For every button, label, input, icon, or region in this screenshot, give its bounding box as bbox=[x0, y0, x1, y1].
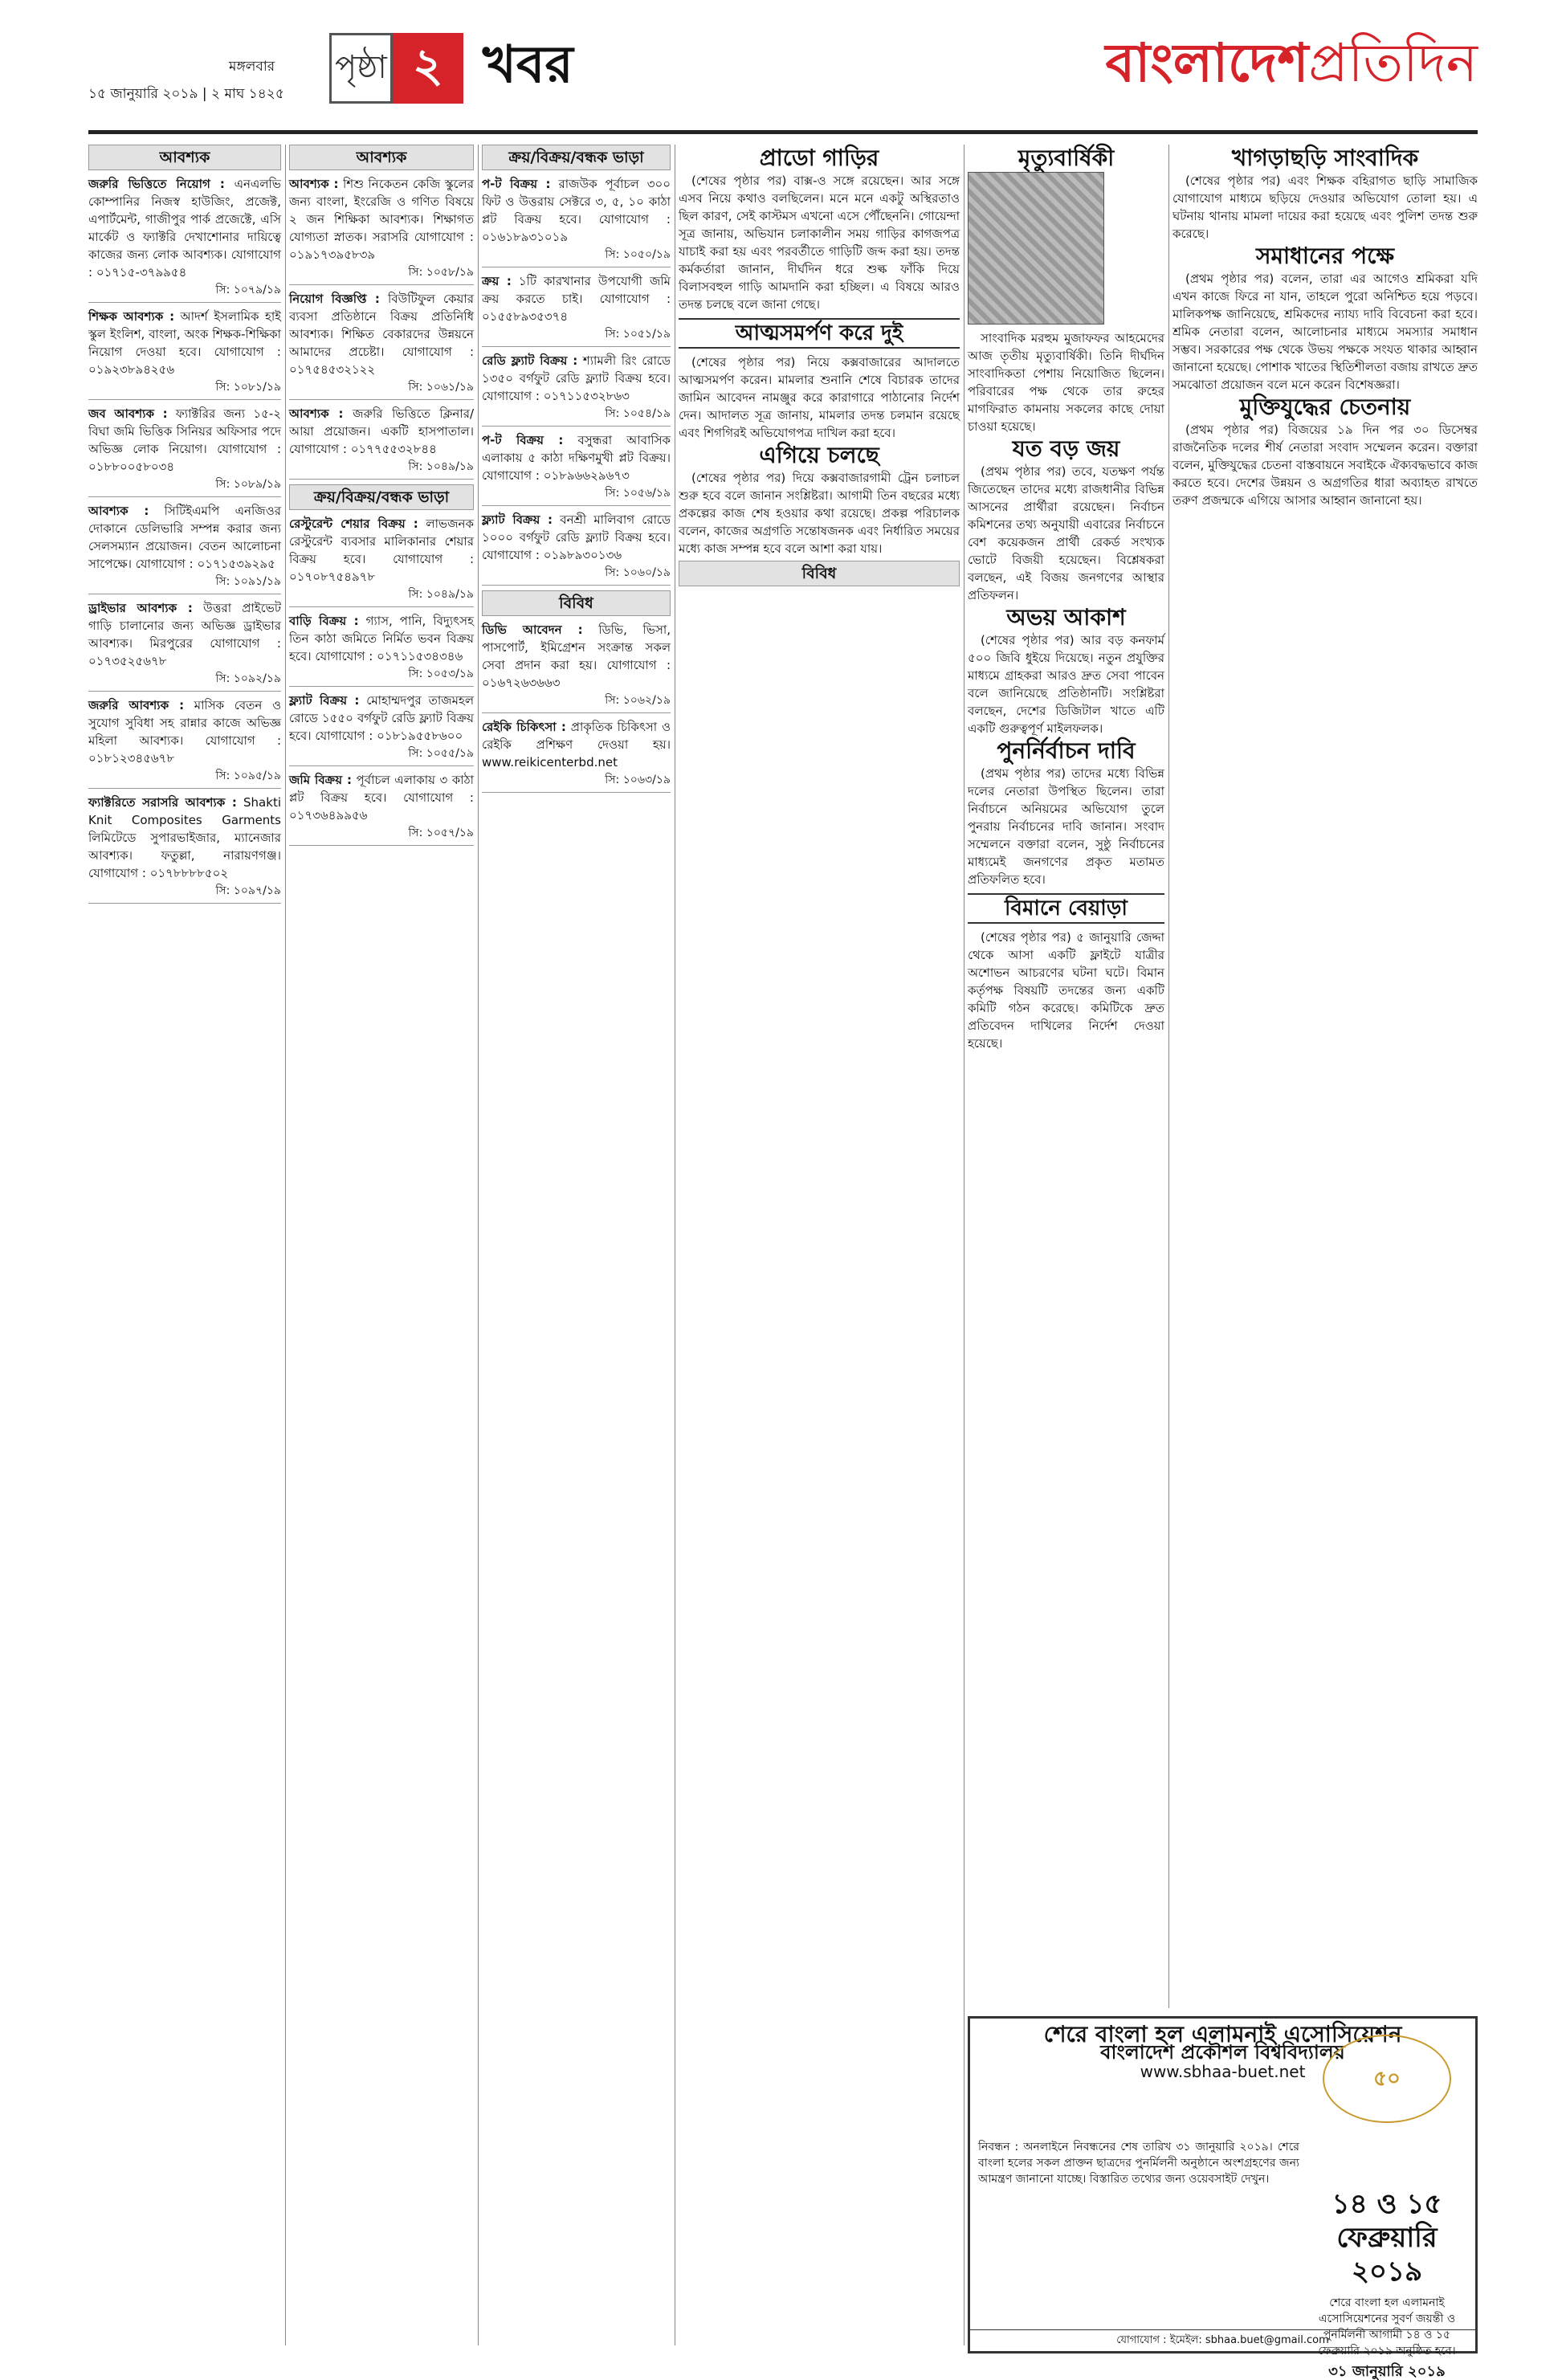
masthead-part2: প্রতিদিন bbox=[1308, 32, 1478, 94]
classified-ad bbox=[289, 175, 474, 285]
story-body: (প্রথম পৃষ্ঠার পর) বিজয়ের ১৯ দিন পর ৩০ ডিসেম্বর রাজনৈতিক দলের শীর্ষ নেতারা সংবাদ সম্মেলন করেন। বক্তারা বলেন, মুক্তিযুদ্ধের চেতনা বাস্তবায়নে সবাইকে ঐক্যবদ্ধভাবে কাজ করতে হবে। দেশের উন্নয়ন ও অগ্রগতির ধারা অব্যাহত রাখতে তরুণ প্রজন্মকে এগিয়ে আসার আহ্বান জানানো হয়। bbox=[1172, 423, 1478, 508]
classified-list bbox=[289, 515, 474, 846]
golden-jubilee-emblem-icon: ৫০ bbox=[1323, 2035, 1451, 2123]
classified-list bbox=[482, 175, 671, 586]
story-body: (প্রথম পৃষ্ঠার পর) বলেন, তারা এর আগেও শ্রমিকরা যদি এখন কাজে ফিরে না যান, তাহলে পুরো অনিশ্চিত হয়ে পড়বে। মালিকপক্ষ জানিয়েছে, শ্রমিকদের ন্যায্য দাবি বিবেচনা করা হবে। শ্রমিক নেতারা বলেন, আলোচনার মাধ্যমে সমস্যার সমাধান সম্ভব। সরকারের পক্ষ থেকে উভয় পক্ষকে সংযত থাকার আহ্বান জানানো হয়েছে। পোশাক খাতের স্থিতিশীলতা বজায় রাখতে দ্রুত সমঝোতা প্রয়োজন বলে মনে করেন বিশেষজ্ঞরা। bbox=[1172, 271, 1478, 392]
ad-deadline: ৩১ জানুয়ারি ২০১৯ bbox=[1328, 2363, 1446, 2380]
ad-text: গ্যাস, পানি, বিদ্যুৎসহ তিন কাঠা জমিতে নির্মিত ভবন বিক্রয় হবে। যোগাযোগ : ০১৭১১৫৩৪৩৪৬ bbox=[289, 614, 474, 663]
classified-ad bbox=[88, 405, 281, 497]
classified-list bbox=[289, 175, 474, 480]
ad-code: সি: ১০৫৬/১৯ bbox=[605, 487, 671, 500]
ad-text: শিশু নিকেতন কেজি স্কুলের জন্য বাংলা, ইংরেজি ও গণিত বিষয়ে ২ জন শিক্ষিকা আবশ্যক। শিক্ষাগত যোগ্যতা স্নাতক। সরাসরি যোগাযোগ : ০১৯১৭৩৯৫৮৩৯ bbox=[289, 177, 474, 262]
section-name: খবর bbox=[482, 35, 573, 95]
ad-heading: প-ট বিক্রয় : bbox=[482, 433, 564, 447]
ad-heading: ফ্ল্যাট বিক্রয় : bbox=[289, 693, 360, 708]
page-section bbox=[329, 8, 573, 129]
story-title: এগিয়ে চলছে bbox=[759, 442, 879, 468]
ad-heading: ফ্যাক্টরিতে সরাসরি আবশ্যক : bbox=[88, 795, 237, 810]
story-title: পুনর্নির্বাচন দাবি bbox=[997, 737, 1136, 764]
classified-ad bbox=[289, 771, 474, 846]
ad-text: ডিভি, ভিসা, পাসপোর্ট, ইমিগ্রেশন সংক্রান্ত সকল সেবা প্রদান করা হয়। যোগাযোগ : ০১৬৭২৬৩৬৬৩ bbox=[482, 623, 671, 690]
misc-heading: বিবিধ bbox=[679, 561, 960, 586]
ad-text: আদর্শ ইসলামিক হাই স্কুল ইংলিশ, বাংলা, অংক শিক্ষক-শিক্ষিকা নিয়োগ দেওয়া হবে। যোগাযোগ : ০১৯২৩৮৯৪২৫৬ bbox=[88, 309, 281, 377]
masthead-logo bbox=[1106, 22, 1478, 111]
ad-code: সি: ১০৫৪/১৯ bbox=[605, 407, 671, 420]
ad-text: বিউটিফুল কেয়ার ব্যবসা প্রতিষ্ঠানে বিক্রয় প্রতিনিধি আবশ্যক। শিক্ষিত বেকারদের উন্নয়নে আমাদের প্রচেষ্টা। যোগাযোগ : ০১৭৫৪৫৩২১২২ bbox=[289, 292, 474, 377]
ad-right-panel bbox=[1307, 2035, 1467, 2380]
ad-text: ফ্যাক্টরির জন্য ১৫-২ বিঘা জমি ভিত্তিক সিনিয়র অফিসার পদে অভিজ্ঞ লোক নিয়োগ। যোগাযোগ : ০১৮৮০০৫৮০৩৪ bbox=[88, 406, 281, 474]
classified-ad bbox=[88, 696, 281, 789]
story-body: (শেষের পৃষ্ঠার পর) আর বড় কনফার্ম ৫০০ জিবি ধুইয়ে দিয়েছে। নতুন প্রযুক্তির মাধ্যমে গ্রাহকরা আরও দ্রুত সেবা পাবেন বলে জানিয়েছে প্রতিষ্ঠানটি। সংশ্লিষ্টরা বলছেন, দেশের ডিজিটাল খাতে এটি একটি গুরুত্বপূর্ণ মাইলফলক। bbox=[968, 633, 1164, 736]
classified-ad bbox=[482, 272, 671, 347]
classified-column-3 bbox=[482, 145, 671, 2345]
ad-text: প্রাকৃতিক চিকিৎসা ও রেইকি প্রশিক্ষণ দেওয়া হয়। www.reikicenterbd.net bbox=[482, 720, 671, 770]
ad-heading: জরুরি আবশ্যক : bbox=[88, 698, 185, 712]
story-flight bbox=[968, 893, 1164, 1052]
classified-ad bbox=[88, 175, 281, 303]
masthead-part1: বাংলাদেশ bbox=[1105, 31, 1309, 94]
ad-text: শ্যামলী রিং রোডে ১৩৫০ বর্গফুট রেডি ফ্ল্যাট বিক্রয় হবে। যোগাযোগ : ০১৭১১৫৩২৮৬৩ bbox=[482, 353, 671, 403]
ad-text: বনশ্রী মালিবাগ রোডে ১০০০ বর্গফুট রেডি ফ্ল্যাট বিক্রয় হবে। যোগাযোগ : ০১৯৮৯৩০১৩৬ bbox=[482, 512, 671, 562]
story-anniversary bbox=[968, 145, 1164, 435]
ad-text: জরুরি ভিত্তিতে ক্লিনার/আয়া প্রয়োজন। একটি হাসপাতাল। যোগাযোগ : ০১৭৭৫৫৩২৮৪৪ bbox=[289, 406, 474, 456]
story-title: বিমানে বেয়াড়া bbox=[968, 893, 1164, 924]
ad-text: সিটিইএমপি এনজিওর দোকানে ডেলিভারি সম্পন্ন করার জন্য সেলসম্যান প্রয়োজন। বেতন আলোচনা সাপেক্ষে। যোগাযোগ : ০১৭১৫৩৯২৯৫ bbox=[88, 504, 281, 571]
classified-ad bbox=[88, 794, 281, 904]
story-body: (শেষের পৃষ্ঠার পর) নিয়ে কক্সবাজারের আদালতে আত্মসমর্পণ করেন। মামলার শুনানি শেষে বিচারক তাদের জামিন আবেদন নামঞ্জুর করে কারাগারে পাঠানোর নির্দেশ দেন। আদালত সূত্র জানায়, মামলার তদন্ত চলমান রয়েছে এবং শিগগিরই অভিযোগপত্র দাখিল করা হবে। bbox=[679, 355, 960, 440]
ad-heading: রেস্টুরেন্ট শেয়ার বিক্রয় : bbox=[289, 516, 418, 531]
ad-text: মাসিক বেতন ও সুযোগ সুবিধা সহ রান্নার কাজে অভিজ্ঞ মহিলা আবশ্যক। যোগাযোগ : ০১৮১২৩৪৫৬৭৮ bbox=[88, 698, 281, 765]
ad-text: উত্তরা প্রাইভেট গাড়ি চালানোর জন্য অভিজ্ঞ ড্রাইভার আবশ্যক। মিরপুরের যোগাযোগ : ০১৭৩৫২৫৬৭৮ bbox=[88, 601, 281, 668]
classified-ad bbox=[88, 502, 281, 594]
classified-ad bbox=[289, 515, 474, 607]
ad-heading: ডিভি আবেদন : bbox=[482, 623, 583, 637]
ad-text: রাজউক পূর্বাচল ৩০০ ফিট ও উত্তরায় সেক্টরে ৩, ৫, ১০ কাঠা প্লট বিক্রয় হবে। যোগাযোগ : ০১৬১৮৯৩১০১৯ bbox=[482, 177, 671, 244]
classified-ad bbox=[88, 308, 281, 400]
ad-heading: আবশ্যক : bbox=[289, 406, 344, 421]
story-solution bbox=[1172, 243, 1478, 394]
ad-heading: জরুরি ভিত্তিতে নিয়োগ : bbox=[88, 177, 225, 191]
ad-text: ১টি কারখানার উপযোগী জমি ক্রয় করতে চাই। যোগাযোগ : ০১৫৫৮৯৩৫৩৭৪ bbox=[482, 274, 671, 324]
ad-heading: ড্রাইভার আবশ্যক : bbox=[88, 601, 193, 615]
story-title: মৃত্যুবার্ষিকী bbox=[1017, 145, 1115, 171]
portrait-photo bbox=[968, 172, 1104, 325]
ad-code: সি: ১০৫৫/১৯ bbox=[408, 747, 474, 760]
news-column-middle bbox=[968, 145, 1164, 2008]
page-label: পৃষ্ঠা bbox=[329, 33, 393, 104]
classified-list bbox=[88, 175, 281, 904]
ad-text: বসুন্ধরা আবাসিক এলাকায় ৫ কাঠা দক্ষিণমুখী প্লট বিক্রয়। যোগাযোগ : ০১৮৯৬৬২৯৬৭৩ bbox=[482, 433, 671, 483]
ad-heading: নিয়োগ বিজ্ঞপ্তি : bbox=[289, 292, 380, 306]
ad-text: লাভজনক রেস্টুরেন্ট ব্যবসার মালিকানার শেয়ার বিক্রয় হবে। যোগাযোগ : ০১৭০৮৭৫৪৯৭৮ bbox=[289, 516, 474, 584]
ad-code: সি: ১০৪৯/১৯ bbox=[408, 460, 474, 473]
ad-code: সি: ১০৫৮/১৯ bbox=[408, 266, 474, 279]
classified-ad bbox=[482, 175, 671, 267]
column-divider bbox=[478, 145, 479, 2345]
ad-footer: যোগাযোগ : ইমেইল: sbhaa.buet@gmail.com bbox=[970, 2329, 1475, 2351]
ad-heading: রেডি ফ্ল্যাট বিক্রয় : bbox=[482, 353, 578, 368]
ad-text: মোহাম্মদপুর তাজমহল রোডে ১৫৫০ বর্গফুট রেডি ফ্ল্যাট বিক্রয় হবে। যোগাযোগ : ০১৮১৯৫৫৮৬০০ bbox=[289, 693, 475, 743]
story-title: খাগড়াছড়ি সাংবাদিক bbox=[1231, 145, 1419, 171]
column-heading: বিবিধ bbox=[482, 590, 671, 616]
story-title: যত বড় জয় bbox=[1012, 435, 1120, 462]
column-divider bbox=[1168, 145, 1169, 2008]
story-journalist bbox=[1172, 145, 1478, 243]
story-hope bbox=[968, 604, 1164, 737]
classified-column-2 bbox=[289, 145, 474, 2345]
classified-ad bbox=[482, 621, 671, 713]
ad-text: Shakti Knit Composites Garments লিমিটেডে সুপারভাইজার, ম্যানেজার আবশ্যক। ফতুল্লা, নারায়ণগঞ্জ। যোগাযোগ : ০১৭৮৮৮৮৫০২ bbox=[88, 795, 281, 880]
classified-ad bbox=[482, 718, 671, 793]
story-title: অভয় আকাশ bbox=[1006, 604, 1126, 631]
header-rule bbox=[88, 130, 1478, 134]
story-title: সমাধানের পক্ষে bbox=[1255, 243, 1395, 269]
ad-body-text: নিবন্ধন : অনলাইনে নিবন্ধনের শেষ তারিখ ৩১ জানুয়ারি ২০১৯। শেরে বাংলা হলের সকল প্রাক্তন ছাত্রদের পুনর্মিলনী অনুষ্ঠানে অংশগ্রহণের জন্য আমন্ত্রণ জানানো যাচ্ছে। বিস্তারিত তথ্যের জন্য ওয়েবসাইট দেখুন। bbox=[978, 2141, 1299, 2186]
ad-code: সি: ১০৬১/১৯ bbox=[408, 381, 474, 394]
story-body: (প্রথম পৃষ্ঠার পর) তাদের মধ্যে বিভিন্ন দলের নেতারা উপস্থিত ছিলেন। তারা নির্বাচনে অনিয়মের অভিযোগ তুলে পুনরায় নির্বাচনের দাবি জানান। সংবাদ সম্মেলনে বক্তারা বলেন, সুষ্ঠু নির্বাচনের মাধ্যমেই জনগণের প্রকৃত মতামত প্রতিফলিত হবে। bbox=[968, 766, 1164, 887]
column-divider bbox=[285, 145, 286, 2345]
ad-code: সি: ১০৬২/১৯ bbox=[605, 694, 671, 707]
ad-text: পূর্বাচল এলাকায় ৩ কাঠা প্লট বিক্রয় হবে। যোগাযোগ : ০১৭৩৬৪৯৯৫৬ bbox=[289, 773, 474, 823]
ad-code: সি: ১০৯৭/১৯ bbox=[215, 884, 281, 897]
ad-heading: শিক্ষক আবশ্যক : bbox=[88, 309, 175, 324]
story-body: সাংবাদিক মরহুম মুজাফফর আহমেদের আজ তৃতীয় মৃত্যুবার্ষিকী। তিনি দীর্ঘদিন সাংবাদিকতা পেশায় নিয়োজিত ছিলেন। পরিবারের পক্ষ থেকে তার রুহের মাগফিরাত কামনায় সকলের কাছে দোয়া চাওয়া হয়েছে। bbox=[968, 331, 1164, 434]
classified-column-1 bbox=[88, 145, 281, 2345]
story-body: (প্রথম পৃষ্ঠার পর) তবে, যতক্ষণ পর্যন্ত জিতেছেন তাদের মধ্যে রাজধানীর বিভিন্ন আসনের প্রার্থীরা রয়েছেন। নির্বাচন কমিশনের তথ্য অনুযায়ী এবারের নির্বাচনে বেশ কয়েকজন প্রার্থী রেকর্ড সংখ্যক ভোটে বিজয়ী হয়েছেন। বিশ্লেষকরা বলছেন, এই বিজয় জনগণের আস্থার প্রতিফলন। bbox=[968, 464, 1164, 602]
ad-heading: জব আবশ্যক : bbox=[88, 406, 168, 421]
story-spirit bbox=[1172, 394, 1478, 509]
ad-right-text: শেরে বাংলা হল এলামনাই এসোসিয়েশনের সুবর্ণ জয়ন্তী ও পুনর্মিলনী আগামী ১৪ ও ১৫ ফেব্রুয়ারি ২০১৯ অনুষ্ঠিত হবে। bbox=[1318, 2296, 1456, 2358]
story-car bbox=[679, 145, 960, 313]
classified-list bbox=[482, 621, 671, 793]
column-heading: আবশ্যক bbox=[88, 145, 281, 170]
ad-heading: বাড়ি বিক্রয় : bbox=[289, 614, 359, 628]
ad-text: এনএলভি কোম্পানির নিজস্ব হাউজিং, প্রজেক্ট, এপার্টমেন্ট, গাজীপুর পার্ক প্রজেক্টে, এসি মার্কেট ও ফ্যাক্টরি দেখাশোনার দায়িত্বে কাজের জন্য লোক আবশ্যক। যোগাযোগ : ০১৭১৫-৩৭৯৯৫৪ bbox=[88, 177, 281, 280]
ad-code: সি: ১০৮১/১৯ bbox=[215, 381, 281, 394]
ad-heading: ফ্ল্যাট বিক্রয় : bbox=[482, 512, 553, 527]
story-title: প্রাডো গাড়ির bbox=[759, 145, 879, 171]
ad-title: শেরে বাংলা হল এলামনাই এসোসিয়েশন bbox=[1043, 2021, 1402, 2047]
ad-code: সি: ১০৬০/১৯ bbox=[605, 566, 671, 579]
ad-website-link[interactable]: www.sbhaa-buet.net bbox=[1140, 2062, 1306, 2081]
ad-heading: জমি বিক্রয় : bbox=[289, 773, 353, 787]
story-body: (শেষের পৃষ্ঠার পর) বাক্স-ও সঙ্গে রয়েছেন। আর সঙ্গে এসব নিয়ে কথাও বলছিলেন। মনে মনে একটু অস্থিরতাও ছিল কারণ, সেই কাস্টমস এখনো এসে পৌঁছেননি। গোয়েন্দা সূত্র জানায়, অভিযান চলাকালীন সময় গাড়ির কাগজপত্র যাচাই করা হয় এবং পরবর্তীতে গাড়িটি জব্দ করা হয়। তদন্ত কর্মকর্তারা জানান, দীর্ঘদিন ধরে শুল্ক ফাঁকি দিয়ে বিলাসবহুল গাড়ি আমদানি করা হচ্ছিল। এ বিষয়ে আরও তদন্ত চলছে বলে জানা গেছে। bbox=[679, 173, 960, 312]
ad-code: সি: ১০৭৯/১৯ bbox=[215, 284, 281, 296]
classified-ad bbox=[289, 692, 474, 766]
news-column-right bbox=[1172, 145, 1478, 2008]
ad-code: সি: ১০৯১/১৯ bbox=[215, 575, 281, 588]
ad-event-dates: ১৪ ও ১৫ ফেব্রুয়ারি ২০১৯ bbox=[1332, 2188, 1442, 2288]
ad-code: সি: ১০৯৫/১৯ bbox=[215, 770, 281, 782]
story-title: মুক্তিযুদ্ধের চেতনায় bbox=[1239, 394, 1411, 420]
classified-ad bbox=[88, 599, 281, 692]
story-win bbox=[968, 435, 1164, 604]
ad-code: সি: ১০৮৯/১৯ bbox=[215, 478, 281, 491]
ad-code: সি: ১০৯২/১৯ bbox=[215, 672, 281, 685]
ad-heading: আবশ্যক : bbox=[289, 177, 339, 191]
story-advance bbox=[679, 442, 960, 557]
ad-heading: আবশ্যক : bbox=[88, 504, 149, 518]
ad-heading: ক্রয় : bbox=[482, 274, 512, 288]
news-column-center bbox=[679, 145, 960, 2345]
story-reelection bbox=[968, 737, 1164, 888]
ad-code: সি: ১০৫৩/১৯ bbox=[408, 667, 474, 680]
classified-ad bbox=[289, 405, 474, 480]
classified-ad bbox=[482, 352, 671, 427]
ad-code: সি: ১০৫৭/১৯ bbox=[408, 827, 474, 839]
column-heading: আবশ্যক bbox=[289, 145, 474, 170]
issue-date: ১৫ জানুয়ারি ২০১৯ | ২ মাঘ ১৪২৫ bbox=[88, 86, 284, 102]
ad-code: সি: ১০৪৯/১৯ bbox=[408, 588, 474, 601]
classified-ad bbox=[289, 290, 474, 400]
classified-ad bbox=[289, 612, 474, 687]
classified-ad bbox=[482, 511, 671, 586]
story-body: (শেষের পৃষ্ঠার পর) এবং শিক্ষক বহিরাগত ছাড়ি সামাজিক যোগাযোগ মাধ্যমে ছড়িয়ে দেওয়ার অভিযোগ তোলা হয়। এ ঘটনায় থানায় মামলা দায়ের করা হয়েছে এবং পুলিশ তদন্ত শুরু করেছে। bbox=[1172, 173, 1478, 241]
issue-day: মঙ্গলবার bbox=[229, 59, 275, 75]
page-number: ২ bbox=[393, 33, 463, 104]
story-body: (শেষের পৃষ্ঠার পর) ৫ জানুয়ারি জেদ্দা থেকে আসা একটি ফ্লাইটে যাত্রীর অশোভন আচরণের ঘটনা ঘটে। বিমান কর্তৃপক্ষ বিষয়টি তদন্তের জন্য একটি কমিটি গঠন করেছে। কমিটিকে দ্রুত প্রতিবেদন দাখিলের নির্দেশ দেওয়া হয়েছে। bbox=[968, 930, 1164, 1051]
column-heading: ক্রয়/বিক্রয়/বন্ধক ভাড়া bbox=[482, 145, 671, 170]
issue-date-block bbox=[88, 59, 284, 103]
story-body: (শেষের পৃষ্ঠার পর) দিয়ে কক্সবাজারগামী ট্রেন চলাচল শুরু হবে বলে জানান সংশ্লিষ্টরা। আগামী তিন বছরের মধ্যে প্রকল্পের কাজ শেষ হওয়ার কথা রয়েছে। প্রকল্প পরিচালক বলেন, কাজের অগ্রগতি সন্তোষজনক এবং নির্ধারিত সময়ের মধ্যে কাজ সম্পন্ন হবে বলে আশা করা যায়। bbox=[679, 471, 960, 556]
column-heading: ক্রয়/বিক্রয়/বন্ধক ভাড়া bbox=[289, 484, 474, 510]
story-title: আত্মসমর্পণ করে দুই bbox=[679, 318, 960, 349]
ad-subtitle: বাংলাদেশ প্রকৌশল বিশ্ববিদ্যালয় bbox=[1100, 2041, 1345, 2064]
ad-heading: রেইকি চিকিৎসা : bbox=[482, 720, 566, 734]
story-surrender bbox=[679, 318, 960, 442]
alumni-advertisement bbox=[968, 2016, 1478, 2380]
ad-heading: প-ট বিক্রয় : bbox=[482, 177, 551, 191]
ad-code: সি: ১০৫০/১৯ bbox=[605, 248, 671, 261]
classified-ad bbox=[482, 431, 671, 506]
ad-code: সি: ১০৬৩/১৯ bbox=[605, 774, 671, 786]
ad-code: সি: ১০৫১/১৯ bbox=[605, 328, 671, 341]
page-header bbox=[88, 8, 1478, 129]
